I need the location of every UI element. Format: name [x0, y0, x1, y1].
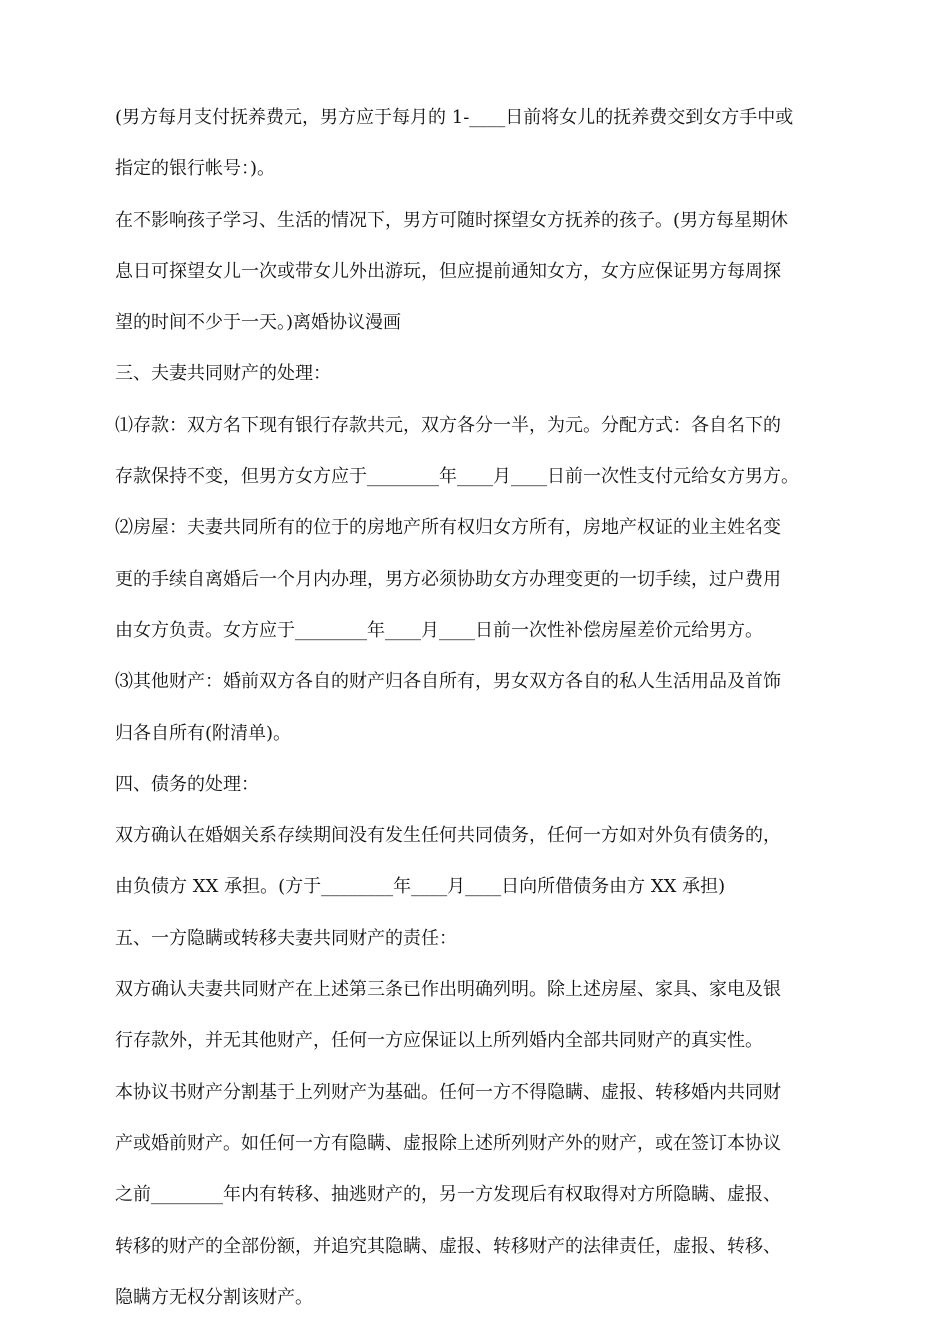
- text-line: 归各自所有(附清单)。: [115, 722, 292, 744]
- section-heading: 五、一方隐瞒或转移夫妻共同财产的责任：: [115, 927, 457, 949]
- paragraph-debts: [115, 810, 840, 913]
- text-line: 由负债方 XX 承担。(方于________年____月____日向所借债务由方 XX 承担): [115, 876, 726, 898]
- paragraph-housing: [115, 502, 840, 656]
- text-line: (男方每月支付抚养费元，男方应于每月的 1-____日前将女儿的抚养费交到女方手中或: [115, 107, 794, 128]
- text-line: 之前________年内有转移、抽逃财产的，另一方发现后有权取得对方所隐瞒、虚报、: [115, 1184, 781, 1206]
- paragraph-visitation: [115, 195, 840, 349]
- section-heading-debts: [115, 759, 840, 810]
- paragraph-child-support: [115, 92, 840, 195]
- text-line: 双方确认在婚姻关系存续期间没有发生任何共同债务，任何一方如对外负有债务的，: [115, 825, 781, 847]
- text-line: 隐瞒方无权分割该财产。: [115, 1286, 313, 1308]
- section-heading-concealment: [115, 913, 840, 964]
- text-line: ⑶其他财产：婚前双方各自的财产归各自所有，男女双方各自的私人生活用品及首饰: [115, 671, 781, 693]
- text-line: 息日可探望女儿一次或带女儿外出游玩，但应提前通知女方，女方应保证男方每周探: [115, 260, 781, 282]
- text-line: 望的时间不少于一天。)离婚协议漫画: [115, 312, 402, 334]
- text-line: 转移的财产的全部份额，并追究其隐瞒、虚报、转移财产的法律责任，虚报、转移、: [115, 1235, 781, 1257]
- section-heading: 三、夫妻共同财产的处理：: [115, 363, 331, 385]
- text-line: 双方确认夫妻共同财产在上述第三条已作出明确列明。除上述房屋、家具、家电及银: [115, 979, 781, 1001]
- section-heading-property: [115, 348, 840, 399]
- text-line: 由女方负责。女方应于________年____月____日前一次性补偿房屋差价元给男方。: [115, 619, 763, 641]
- paragraph-other-property: [115, 656, 840, 759]
- text-line: 存款保持不变，但男方女方应于________年____月____日前一次性支付元给女方男方。: [115, 466, 799, 488]
- text-line: 产或婚前财产。如任何一方有隐瞒、虚报除上述所列财产外的财产，或在签订本协议: [115, 1132, 781, 1154]
- paragraph-concealment: [115, 1067, 840, 1323]
- document-body: [115, 92, 840, 1323]
- text-line: 更的手续自离婚后一个月内办理，男方必须协助女方办理变更的一切手续，过户费用: [115, 568, 781, 590]
- text-line: 本协议书财产分割基于上列财产为基础。任何一方不得隐瞒、虚报、转移婚内共同财: [115, 1081, 781, 1103]
- section-heading: 四、债务的处理：: [115, 773, 259, 795]
- text-line: 指定的银行帐号：)。: [115, 158, 276, 180]
- paragraph-deposits: [115, 400, 840, 503]
- text-line: 在不影响孩子学习、生活的情况下，男方可随时探望女方抚养的孩子。(男方每星期休: [115, 209, 789, 231]
- text-line: ⑴存款：双方名下现有银行存款共元，双方各分一半，为元。分配方式：各自名下的: [115, 414, 781, 436]
- text-line: 行存款外，并无其他财产，任何一方应保证以上所列婚内全部共同财产的真实性。: [115, 1030, 763, 1052]
- text-line: ⑵房屋：夫妻共同所有的位于的房地产所有权归女方所有，房地产权证的业主姓名变: [115, 517, 781, 539]
- paragraph-confirmation: [115, 964, 840, 1067]
